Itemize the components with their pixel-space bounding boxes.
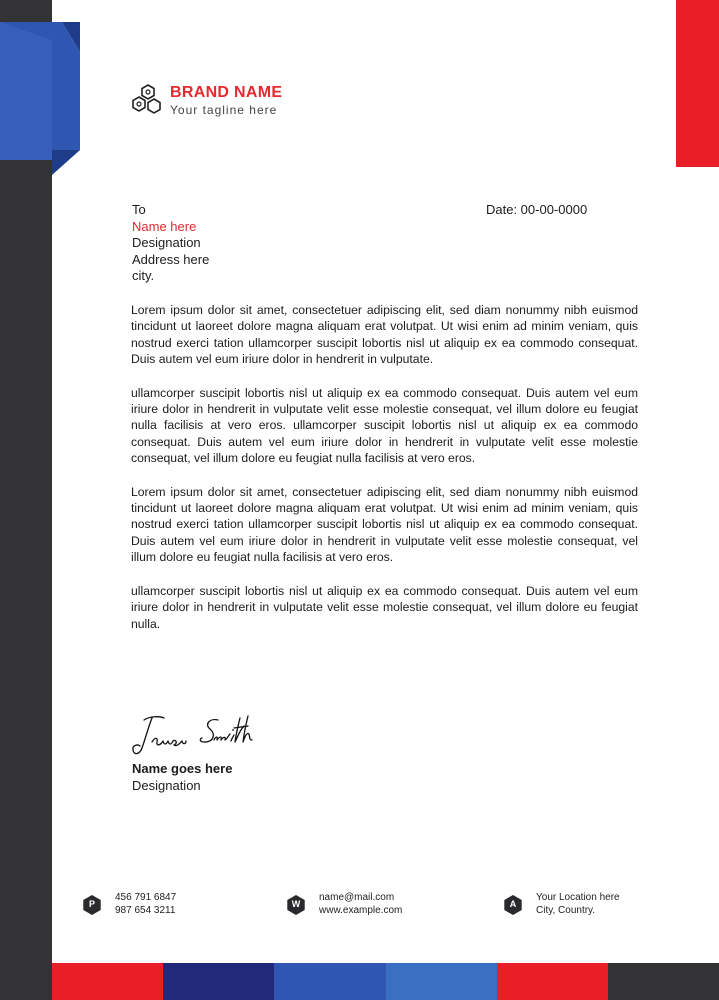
stripe-dark <box>608 963 719 1000</box>
email-text: name@mail.com <box>319 892 395 903</box>
blue-ribbon-decoration <box>0 0 80 175</box>
recipient-designation: Designation <box>132 235 201 250</box>
brand-name: BRAND NAME <box>170 83 283 101</box>
stripe-red <box>52 963 163 1000</box>
right-red-bar <box>676 0 719 167</box>
phone-line-1: 456 791 6847 <box>115 892 177 903</box>
web-icon: W <box>286 895 306 915</box>
website-text: www.example.com <box>319 904 403 916</box>
body-paragraph: Lorem ipsum dolor sit amet, consectetuer adipiscing elit, sed diam nonummy nibh euismod tincidunt ut laoreet dolore magna aliquam erat volutpat. Ut wisi enim ad minim veniam, quis nostrud exerci tation ullamcorper suscipit lobortis nisl ut aliquip ex ea commodo consequat. Duis autem vel eum iriure dolor in hendrerit in vulputate. <box>131 303 638 367</box>
letter-body <box>131 302 638 649</box>
hexagon-logo-icon <box>130 82 166 118</box>
footer-address <box>503 892 620 917</box>
location-icon: A <box>503 895 523 915</box>
recipient-name: Name here <box>132 218 197 234</box>
phone-icon: P <box>82 895 102 915</box>
to-label: To <box>132 202 146 217</box>
brand-logo <box>130 82 282 118</box>
stripe-navy <box>163 963 274 1000</box>
location-line-2: City, Country. <box>536 904 596 916</box>
phone-line-2: 987 654 3211 <box>115 904 176 916</box>
body-paragraph: Lorem ipsum dolor sit amet, consectetuer adipiscing elit, sed diam nonummy nibh euismod tincidunt ut laoreet dolore magna aliquam erat volutpat. Ut wisi enim ad minim veniam, quis nostrud exerci tation ullamcorper suscipit lobortis nisl ut aliquip ex ea commodo consequat. Duis autem vel eum iriure dolor in hendrerit in vulputate velit esse molestie consequat, vel illum dolore eu feugiat nulla facilisis at vero eros. <box>131 484 638 565</box>
signer-block <box>132 761 232 794</box>
recipient-address: Address here <box>132 251 210 267</box>
signer-designation: Designation <box>132 777 201 793</box>
handwritten-signature <box>130 712 260 760</box>
brand-tagline: Your tagline here <box>170 102 278 117</box>
letter-date: Date: 00-00-0000 <box>486 202 588 217</box>
footer-web <box>286 892 402 917</box>
body-paragraph: ullamcorper suscipit lobortis nisl ut aliquip ex ea commodo consequat. Duis autem vel eum iriure dolor in hendrerit in vulputate velit esse molestie consequat, vel illum dolore eu feugiat nulla facilisis at vero eros. ullamcorper suscipit lobortis nisl ut aliquip ex ea commodo consequat. Duis autem vel eum iriure dolor in hendrerit in vulputate velit esse molestie consequat, vel illum dolore eu feugiat nulla facilisis at vero eros. <box>131 385 638 466</box>
body-paragraph: ullamcorper suscipit lobortis nisl ut aliquip ex ea commodo consequat. Duis autem vel eum iriure dolor in hendrerit in vulputate velit esse molestie consequat, vel illum dolore eu feugiat nulla. <box>131 583 638 631</box>
footer-phone <box>82 892 176 917</box>
stripe-mid-blue <box>386 963 497 1000</box>
bottom-color-stripe <box>52 963 719 1000</box>
signer-name: Name goes here <box>132 761 233 776</box>
recipient-block <box>132 202 209 285</box>
recipient-city: city. <box>132 268 155 283</box>
location-line-1: Your Location here <box>536 892 620 903</box>
stripe-red-2 <box>497 963 608 1000</box>
stripe-blue <box>274 963 385 1000</box>
